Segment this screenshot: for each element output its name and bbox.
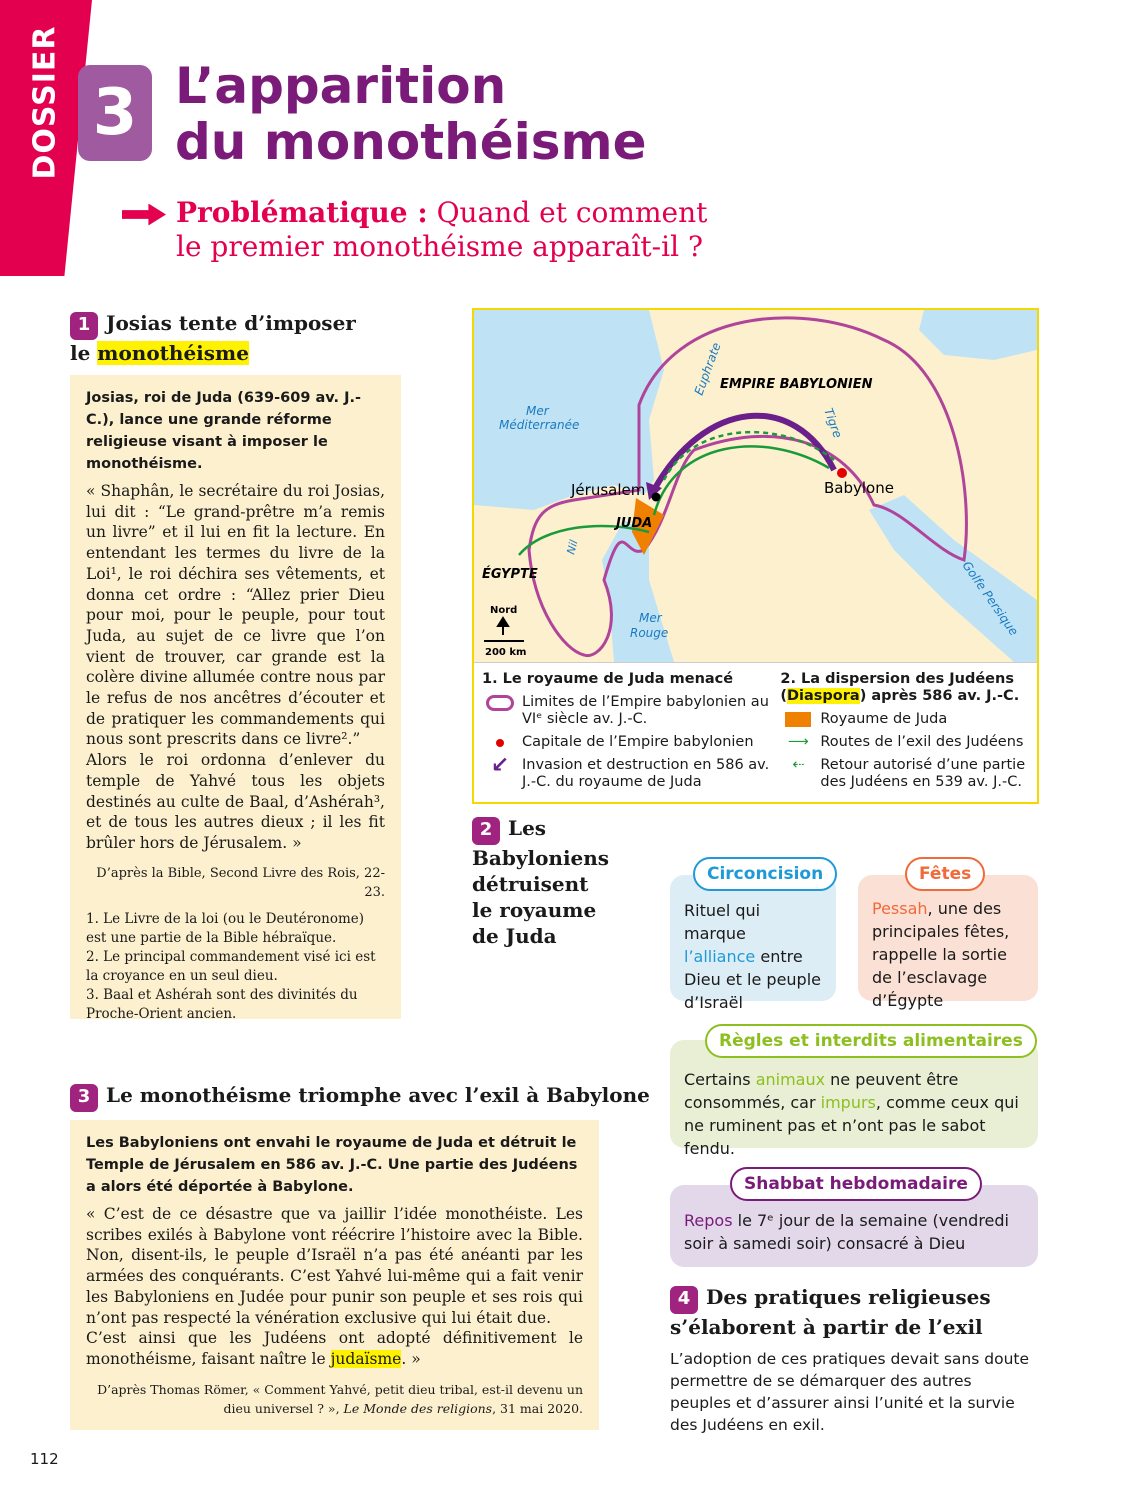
legend-item [780, 757, 1029, 791]
pill-regles: Règles et interdits alimentaires [705, 1024, 1037, 1058]
doc-number-badge: 4 [670, 1286, 698, 1314]
scale-label: 200 km [485, 647, 527, 658]
card-fetes [858, 875, 1038, 1010]
card-highlight: impurs [820, 1093, 876, 1112]
doc3-quote-1: « C’est de ce désastre que va jaillir l’idée monothéiste. Les scribes exilés à Babylone vont réécrire l’histoire avec la Bible. Non, disent-ils, le peuple d’Israël n’a pas été anéanti par les armées des conquérants. C’est Yahvé lui-même qui a fait venir les Babyloniens en Judée pour punir son peuple et ses rois qui n’ont pas respecté la vénération exclusive qui lui était due. [86, 1205, 583, 1327]
map-legend [474, 662, 1037, 791]
north-label: Nord [490, 605, 518, 616]
doc3-quote-end: . » [401, 1349, 421, 1368]
doc2-heading [472, 815, 610, 949]
card-highlight: Repos [684, 1211, 733, 1230]
doc1-source: D’après la Bible, Second Livre des Rois, 22-23. [96, 865, 385, 900]
doc1-title-highlight: monothéisme [97, 341, 249, 365]
map [474, 310, 1037, 662]
prob-label: Problématique : [176, 196, 428, 229]
doc3-source-date: , 31 mai 2020. [492, 1400, 583, 1416]
legend-item [482, 694, 780, 728]
doc1-quote-1: « Shaphân, le secrétaire du roi Josias, lui dit : “Le grand-prêtre m’a remis un livre” et il lui en fit la lecture. En entendant les termes du livre de la Loi¹, le roi déchira ses vêtements, et donna cet ordre : “Allez prier Dieu pour moi, pour le peuple, pour tout Juda, au sujet de ce livre que l’on vient de trouver, car grande est la colère divine allumée contre nous par le refus de nos ancêtres d’écouter et de pratiquer les commandements qui nous sont prescrits dans ce livre².” [86, 482, 385, 749]
card-text: entre Dieu et le peuple d’Israël [684, 947, 821, 1012]
doc4-heading [670, 1284, 991, 1340]
label-river: Tigre [821, 406, 845, 440]
doc3-heading [70, 1082, 650, 1112]
label-jerusalem: Jérusalem [571, 481, 646, 499]
legend-col-1 [482, 671, 780, 791]
pill-shabbat: Shabbat hebdomadaire [730, 1167, 982, 1201]
legend-text: Routes de l’exil des Judéens [820, 734, 1024, 750]
card-text: , une des principales fêtes, rappelle la sortie de l’esclavage d’Égypte [872, 899, 1010, 1010]
doc1-notes [86, 910, 385, 1024]
card-text: Rituel qui marque [684, 901, 761, 943]
title-line-1: L’apparition [175, 57, 507, 115]
doc3-source: D’après Thomas Römer, « Comment Yahvé, petit dieu tribal, est-il devenu un dieu universel ? », [97, 1381, 583, 1416]
note: 3. Baal et Ashérah sont des divinités du Proche-Orient ancien. [86, 986, 358, 1022]
doc-number-badge: 3 [70, 1084, 98, 1112]
exile-arrow-icon: ⟶ [787, 734, 809, 750]
card-circoncision [670, 875, 836, 1012]
jerusalem-point [652, 493, 661, 502]
prob-line-2: le premier monothéisme apparaît-il ? [176, 230, 703, 263]
note: 1. Le Livre de la loi (ou le Deutéronome) est une partie de la Bible hébraïque. [86, 910, 365, 946]
doc1-title-a: Josias tente d’imposer [106, 311, 356, 335]
card-highlight: Pessah [872, 899, 928, 918]
label-river: Euphrate [691, 340, 724, 398]
legend-text: Retour autorisé d’une partie des Judéens en 539 av. J.-C. [820, 757, 1026, 790]
legend-text: Capitale de l’Empire babylonien [522, 734, 754, 750]
arrow-icon [122, 204, 166, 226]
doc-number-badge: 2 [472, 817, 500, 845]
doc3-box [70, 1120, 599, 1430]
label-river: Nil [564, 538, 581, 556]
legend-item [780, 711, 1029, 728]
legend-text: Limites de l’Empire babylonien au VIᵉ siècle av. J.-C. [522, 694, 769, 727]
label-sea: Mer [526, 404, 549, 418]
capital-dot-icon [482, 734, 518, 751]
doc1-intro: Josias, roi de Juda (639-609 av. J.-C.), lance une grande réforme religieuse visant à imposer le monothéisme. [86, 390, 362, 472]
doc3-quote-2: C’est ainsi que les Judéens ont adopté définitivement le monothéisme, faisant naître le [86, 1329, 583, 1368]
card-text: Certains [684, 1070, 756, 1089]
card-text: ne peuvent être consommés, car [684, 1070, 959, 1112]
card-highlight: animaux [755, 1070, 826, 1089]
legend-item [482, 753, 780, 791]
legend-text: Invasion et destruction en 586 av. J.-C. du royaume de Juda [522, 757, 770, 790]
note: 2. Le principal commandement visé ici est la croyance en un seul dieu. [86, 948, 376, 984]
dossier-number: 3 [78, 65, 152, 161]
label-sea: Rouge [630, 626, 669, 640]
legend-heading: 2. La dispersion des Judéens [780, 671, 1014, 687]
doc-number-badge: 1 [70, 312, 98, 340]
label-sea: Mer [639, 611, 662, 625]
doc4-title-a: Des pratiques religieuses [706, 1285, 991, 1309]
invasion-arrow-icon: ↙ [490, 753, 510, 778]
doc3-highlight: judaïsme [330, 1349, 402, 1368]
doc4-title-b: s’élaborent à partir de l’exil [670, 1315, 983, 1339]
empire-limit-icon [482, 694, 518, 711]
label-sea: Méditerranée [499, 418, 580, 432]
page-number: 112 [30, 1450, 59, 1468]
legend-item [780, 734, 1029, 751]
doc1-heading [70, 310, 356, 366]
legend-highlight: Diaspora [787, 688, 860, 704]
label-empire: EMPIRE BABYLONIEN [720, 377, 873, 392]
card-highlight: l’alliance [684, 947, 756, 966]
doc3-intro: Les Babyloniens ont envahi le royaume de Juda et détruit le Temple de Jérusalem en 586 av. J.-C. Une partie des Judéens a alors été déportée à Babylone. [86, 1135, 578, 1195]
legend-heading: 1. Le royaume de Juda menacé [482, 671, 734, 687]
prob-line-1: Quand et comment [436, 196, 708, 229]
problematique [122, 196, 707, 264]
juda-swatch-icon [780, 711, 816, 728]
label-gulf: Golfe Persique [959, 558, 1021, 639]
babylon-capital [837, 468, 847, 478]
legend-heading-end: ) après 586 av. J.-C. [859, 688, 1020, 704]
label-egypte: ÉGYPTE [482, 567, 538, 582]
label-babylone: Babylone [824, 479, 894, 497]
doc1-box [70, 375, 401, 1022]
card-text: le 7ᵉ jour de la semaine (vendredi soir à samedi soir) consacré à Dieu [684, 1211, 1009, 1253]
legend-text: Royaume de Juda [820, 711, 948, 727]
doc1-quote-2: Alors le roi ordonna d’enlever du temple de Yahvé tous les objets destinés au culte de Baal, d’Ashérah³, et de tous les autres dieux ; il les fit brûler hors de Jérusalem. » [86, 751, 385, 852]
label-juda: JUDA [616, 516, 653, 531]
legend-col-2: 2. La dispersion des Judéens (Diaspora) après 586 av. J.-C. Royaume de Juda ⟶ Routes de l’exil des Judéens ⇠ Retour autorisé d’une partie des Judéens en 539 av. J.-C. [780, 671, 1029, 791]
doc4-text: L’adoption de ces pratiques devait sans doute permettre de se démarquer des autres peuples et d’assurer ainsi l’unité et la survie des Judéens en exil. [670, 1350, 1030, 1434]
doc3-title: Le monothéisme triomphe avec l’exil à Babylone [106, 1083, 650, 1107]
card-text: , comme ceux qui ne ruminent pas et n’ont pas le sabot fendu. [684, 1093, 1019, 1158]
doc1-title-b: le [70, 341, 98, 365]
mediterranean-sea [474, 310, 664, 510]
legend-item [482, 734, 780, 751]
return-arrow-icon: ⇠ [792, 757, 805, 773]
doc2-title: Les Babyloniens détruisent le royaume de Juda [472, 816, 610, 948]
dossier-label: DOSSIER [27, 25, 63, 180]
title-line-2: du monothéisme [175, 113, 647, 171]
map-panel [472, 308, 1039, 804]
page-title [175, 58, 647, 170]
doc3-source-title: Le Monde des religions [343, 1400, 493, 1416]
pill-fetes: Fêtes [905, 857, 985, 891]
pill-circoncision: Circoncision [693, 857, 837, 891]
